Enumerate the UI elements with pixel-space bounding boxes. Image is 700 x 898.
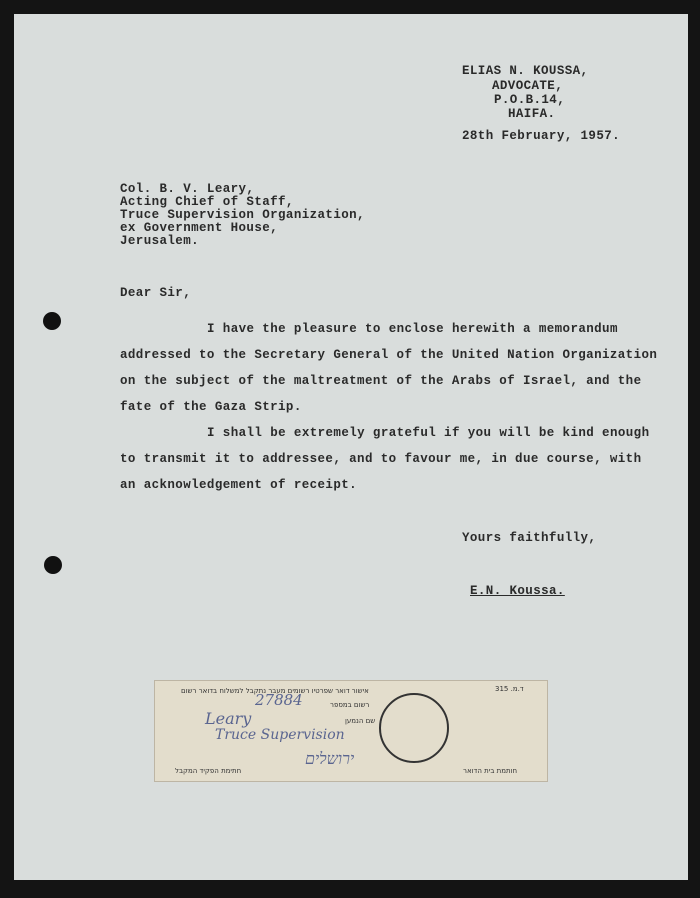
postmark-stamp bbox=[379, 693, 449, 763]
recipient-line-1: Col. B. V. Leary, bbox=[120, 182, 255, 196]
receipt-form-code: ד.מ. 315 bbox=[495, 685, 524, 693]
body-p1-line-1: I have the pleasure to enclose herewith a memorandum bbox=[207, 322, 618, 336]
closing: Yours faithfully, bbox=[462, 531, 597, 545]
recipient-line-3: Truce Supervision Organization, bbox=[120, 208, 365, 222]
receipt-addressee-handwritten-2: Truce Supervision bbox=[215, 727, 345, 743]
letter-date: 28th February, 1957. bbox=[462, 129, 621, 143]
receipt-header: אישור דואר שפרטיו רשומים מעבר נתקבל למשלוח בדואר רשום bbox=[181, 687, 369, 695]
receipt-office-label: חותמת בית הדואר bbox=[463, 767, 518, 775]
letterhead-title: ADVOCATE, bbox=[492, 79, 564, 93]
punch-hole-lower bbox=[44, 556, 62, 574]
letterhead-pob: P.O.B.14, bbox=[494, 93, 566, 107]
salutation: Dear Sir, bbox=[120, 286, 192, 300]
body-p1-line-3: on the subject of the maltreatment of the Arabs of Israel, and the bbox=[120, 374, 642, 388]
receipt-addressee-label: שם הנמען bbox=[345, 717, 376, 725]
letter-page bbox=[14, 14, 688, 880]
punch-hole-upper bbox=[43, 312, 61, 330]
receipt-number-label: רשום במספר bbox=[330, 701, 370, 709]
body-p1-line-2: addressed to the Secretary General of the United Nation Organization bbox=[120, 348, 658, 362]
recipient-line-5: Jerusalem. bbox=[120, 234, 200, 248]
receipt-number-handwritten: 27884 bbox=[255, 691, 303, 709]
receipt-addressee-handwritten-1: Leary bbox=[205, 709, 252, 728]
body-p2-line-3: an acknowledgement of receipt. bbox=[120, 478, 358, 492]
body-p2-line-1: I shall be extremely grateful if you will be kind enough bbox=[207, 426, 650, 440]
recipient-line-2: Acting Chief of Staff, bbox=[120, 195, 294, 209]
receipt-place-handwritten: ירושלים bbox=[305, 749, 355, 768]
recipient-line-4: ex Government House, bbox=[120, 221, 279, 235]
signature: E.N. Koussa. bbox=[470, 584, 565, 598]
receipt-clerk-label: חתימת הפקיד המקבל bbox=[175, 767, 242, 775]
letterhead-name: ELIAS N. KOUSSA, bbox=[462, 64, 589, 78]
letterhead-city: HAIFA. bbox=[508, 107, 556, 121]
body-p2-line-2: to transmit it to addressee, and to favour me, in due course, with bbox=[120, 452, 642, 466]
registered-mail-receipt bbox=[154, 680, 548, 782]
body-p1-line-4: fate of the Gaza Strip. bbox=[120, 400, 302, 414]
